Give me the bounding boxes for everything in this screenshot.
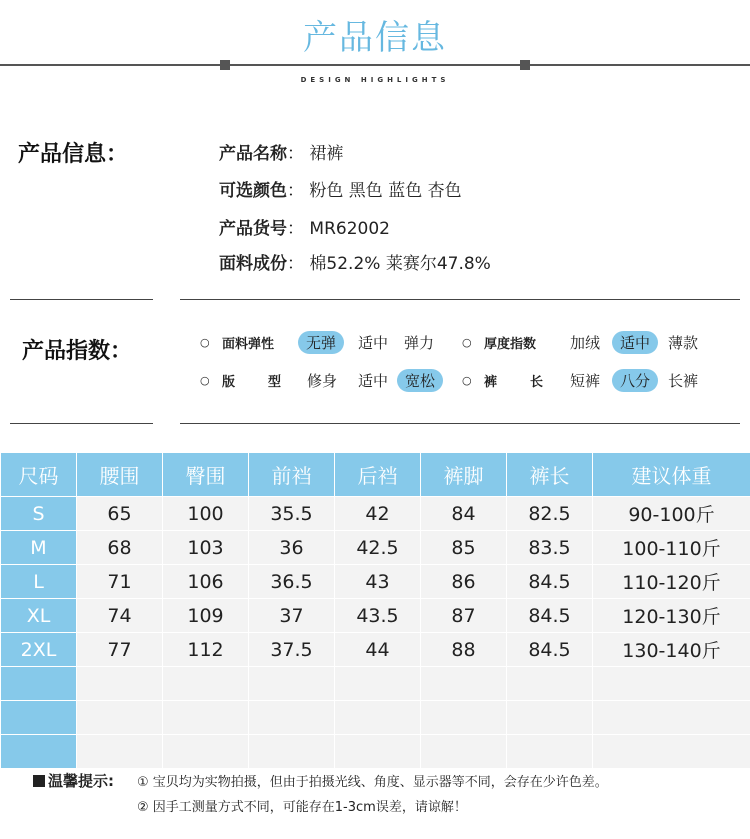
info-heading: 产品信息：: [18, 142, 129, 167]
size-cell: [1, 701, 77, 735]
table-cell: [77, 701, 163, 735]
table-cell: 110-120斤: [593, 565, 750, 599]
table-cell: 109: [163, 599, 249, 633]
info-fabric-row: 面料成份： 棉52.2% 莱赛尔47.8%: [219, 254, 491, 274]
info-name-value: 裙裤: [309, 144, 344, 164]
table-cell: 84.5: [507, 599, 593, 633]
table-cell: 43: [335, 565, 421, 599]
index-thickness-label: 厚度指数: [484, 337, 537, 352]
table-cell: 42: [335, 497, 421, 531]
table-cell: [421, 701, 507, 735]
size-cell: M: [1, 531, 77, 565]
square-icon: [33, 775, 45, 787]
table-cell: [335, 701, 421, 735]
size-cell: L: [1, 565, 77, 599]
index-thickness-option-1: 加绒: [570, 334, 601, 352]
table-cell: [593, 667, 750, 701]
table-cell: [249, 667, 335, 701]
tips-heading: 温馨提示:: [48, 772, 114, 790]
bullet-icon: ○: [462, 336, 472, 349]
table-header-cell: 后裆: [335, 453, 421, 497]
info-name-row: 产品名称： 裙裤: [219, 144, 344, 164]
info-name-label: 产品名称: [219, 144, 287, 164]
table-cell: 90-100斤: [593, 497, 750, 531]
divider: [0, 64, 750, 66]
table-header-row: [1, 453, 750, 497]
table-cell: 82.5: [507, 497, 593, 531]
table-cell: 84.5: [507, 565, 593, 599]
table-row: [1, 531, 750, 565]
size-cell: S: [1, 497, 77, 531]
size-cell: 2XL: [1, 633, 77, 667]
table-row: [1, 735, 750, 769]
index-length-option-2: 八分: [612, 369, 658, 392]
table-cell: [593, 701, 750, 735]
table-row: [1, 497, 750, 531]
table-cell: 85: [421, 531, 507, 565]
section-divider-right: [180, 423, 740, 424]
table-header-cell: 尺码: [1, 453, 77, 497]
index-fit-option-1: 修身: [307, 372, 338, 390]
index-thickness-option-3: 薄款: [668, 334, 699, 352]
divider-marker-right: [520, 60, 530, 70]
table-cell: [421, 667, 507, 701]
table-cell: [335, 735, 421, 769]
table-cell: [163, 701, 249, 735]
table-cell: 83.5: [507, 531, 593, 565]
table-cell: [335, 667, 421, 701]
table-cell: 37: [249, 599, 335, 633]
table-row: [1, 599, 750, 633]
index-fit-label-a: 版: [222, 375, 236, 390]
tips-line-1: ① 宝贝均为实物拍摄，但由于拍摄光线、角度、显示器等不同，会存在少许色差。: [137, 775, 608, 790]
index-length-label-a: 裤: [484, 375, 498, 390]
table-cell: [163, 667, 249, 701]
page-subtitle: DESIGN HIGHLIGHTS: [300, 76, 450, 84]
table-cell: 35.5: [249, 497, 335, 531]
bullet-icon: ○: [462, 374, 472, 387]
table-header-cell: 臀围: [163, 453, 249, 497]
table-cell: [507, 735, 593, 769]
index-length-option-3: 长裤: [668, 372, 699, 390]
table-cell: 106: [163, 565, 249, 599]
info-sku-row: 产品货号： MR62002: [219, 219, 390, 239]
table-cell: 87: [421, 599, 507, 633]
table-row: [1, 565, 750, 599]
bullet-icon: ○: [200, 374, 210, 387]
table-cell: 100-110斤: [593, 531, 750, 565]
table-cell: [421, 735, 507, 769]
tips-heading-wrap: [33, 770, 114, 791]
table-cell: 130-140斤: [593, 633, 750, 667]
table-cell: [249, 701, 335, 735]
size-cell: [1, 735, 77, 769]
table-cell: [77, 667, 163, 701]
table-cell: 88: [421, 633, 507, 667]
table-cell: 37.5: [249, 633, 335, 667]
index-elasticity-option-1: 无弹: [298, 331, 344, 354]
index-heading: 产品指数：: [22, 339, 133, 364]
info-colors-row: 可选颜色： 粉色 黑色 蓝色 杏色: [219, 181, 462, 201]
table-cell: [77, 735, 163, 769]
info-sku-label: 产品货号: [219, 219, 287, 239]
section-divider-left: [10, 299, 153, 300]
table-row: [1, 633, 750, 667]
divider-marker-left: [220, 60, 230, 70]
table-cell: 43.5: [335, 599, 421, 633]
table-cell: [593, 735, 750, 769]
index-elasticity-label: 面料弹性: [222, 337, 275, 352]
table-cell: 120-130斤: [593, 599, 750, 633]
table-cell: 77: [77, 633, 163, 667]
bullet-icon: ○: [200, 336, 210, 349]
table-cell: 65: [77, 497, 163, 531]
table-cell: 86: [421, 565, 507, 599]
table-cell: 36: [249, 531, 335, 565]
info-colors-label: 可选颜色: [219, 181, 287, 201]
index-thickness-option-2: 适中: [612, 331, 658, 354]
size-cell: [1, 667, 77, 701]
table-cell: 112: [163, 633, 249, 667]
table-cell: 84.5: [507, 633, 593, 667]
info-colors-value: 粉色 黑色 蓝色 杏色: [309, 181, 462, 201]
index-fit-option-2: 适中: [358, 372, 389, 390]
table-row: [1, 667, 750, 701]
table-cell: 42.5: [335, 531, 421, 565]
table-cell: 100: [163, 497, 249, 531]
size-cell: XL: [1, 599, 77, 633]
table-cell: [249, 735, 335, 769]
index-elasticity-option-3: 弹力: [404, 334, 435, 352]
info-sku-value: MR62002: [309, 219, 390, 239]
table-header-cell: 裤长: [507, 453, 593, 497]
info-fabric-label: 面料成份: [219, 254, 287, 274]
index-fit-label-b: 型: [268, 375, 282, 390]
table-header-cell: 裤脚: [421, 453, 507, 497]
index-length-label-b: 长: [530, 375, 544, 390]
index-fit-option-3: 宽松: [397, 369, 443, 392]
table-cell: [507, 667, 593, 701]
index-elasticity-option-2: 适中: [358, 334, 389, 352]
table-cell: 36.5: [249, 565, 335, 599]
table-row: [1, 701, 750, 735]
size-table: [0, 452, 750, 769]
table-cell: 74: [77, 599, 163, 633]
table-cell: 71: [77, 565, 163, 599]
table-header-cell: 建议体重: [593, 453, 750, 497]
tips-line-2: ② 因手工测量方式不同，可能存在1-3cm误差，请谅解！: [137, 800, 467, 815]
table-cell: 44: [335, 633, 421, 667]
table-header-cell: 腰围: [77, 453, 163, 497]
section-divider-right: [180, 299, 740, 300]
section-divider-left: [10, 423, 153, 424]
page-title: 产品信息: [303, 18, 447, 58]
info-fabric-value: 棉52.2% 莱赛尔47.8%: [309, 254, 491, 274]
index-length-option-1: 短裤: [570, 372, 601, 390]
table-cell: 68: [77, 531, 163, 565]
table-cell: [507, 701, 593, 735]
table-cell: 103: [163, 531, 249, 565]
table-cell: 84: [421, 497, 507, 531]
table-header-cell: 前裆: [249, 453, 335, 497]
table-cell: [163, 735, 249, 769]
